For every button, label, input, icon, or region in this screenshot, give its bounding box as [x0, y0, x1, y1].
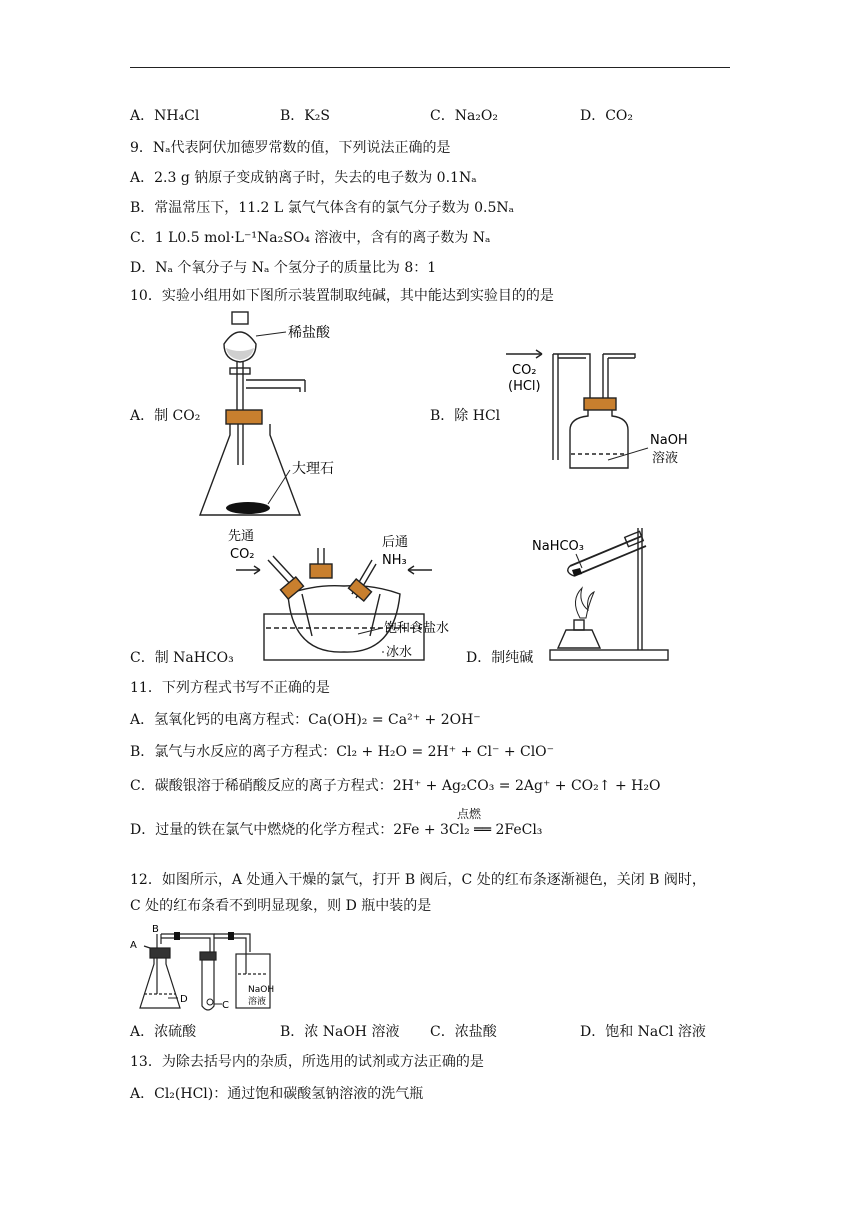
fig-c-first-label: 先通: [228, 529, 255, 544]
q12-option-a: A．浓硫酸: [130, 1024, 197, 1040]
q10-stem: 10．实验小组用如下图所示装置制取纯碱，其中能达到实验目的的是: [130, 288, 554, 304]
q13-option-a: A．Cl₂(HCl)：通过饱和碳酸氢钠溶液的洗气瓶: [130, 1086, 424, 1102]
fig-a-acid-label: 稀盐酸: [288, 325, 330, 341]
q12-option-b: B．浓 NaOH 溶液: [280, 1024, 400, 1040]
q10-option-c: C．制 NaHCO₃: [130, 650, 234, 666]
q12-label-a: A: [130, 940, 137, 951]
fig-d-solid-label: NaHCO₃: [532, 539, 584, 554]
fig-c-first2-label: CO₂: [230, 547, 255, 562]
q8-option-b: B．K₂S: [280, 108, 330, 124]
q8-option-c: C．Na₂O₂: [430, 108, 499, 124]
fig-a-solid-label: 大理石: [292, 461, 334, 477]
fig-c-ice-label: 冰水: [386, 645, 413, 660]
fig-c-later2-label: NH₃: [382, 553, 407, 568]
fig-b-liquid2-label: 溶液: [652, 451, 679, 466]
q9-option-b: B．常温常压下，11.2 L 氯气气体含有的氯气分子数为 0.5Nₐ: [130, 200, 515, 216]
fig-b-gas2-label: (HCl): [508, 379, 541, 394]
header-rule: [130, 67, 730, 68]
q12-label-c: C: [222, 1000, 229, 1011]
q12-label-d: D: [180, 994, 188, 1005]
q11-condition: 点燃: [457, 807, 482, 821]
q10-figure-a: [190, 310, 370, 525]
q13-stem: 13．为除去括号内的杂质，所选用的试剂或方法正确的是: [130, 1054, 484, 1070]
fig-b-liquid-label: NaOH: [650, 433, 688, 448]
fig-c-brine-label: 饱和食盐水: [384, 621, 450, 636]
fig-b-gas-label: CO₂: [512, 363, 537, 378]
q10-figure-c: [222, 524, 462, 664]
q8-option-a: A．NH₄Cl: [130, 108, 200, 124]
q12-option-c: C．浓盐酸: [430, 1024, 497, 1040]
q11-stem: 11．下列方程式书写不正确的是: [130, 680, 330, 696]
q10-figure-b: [500, 340, 710, 480]
q9-option-a: A．2.3 g 钠原子变成钠离子时，失去的电子数为 0.1Nₐ: [130, 170, 477, 186]
q12-label-naoh: NaOH: [248, 985, 275, 995]
fig-c-later-label: 后通: [382, 535, 409, 550]
q11-option-a: A．氢氧化钙的电离方程式：Ca(OH)₂ = Ca²⁺ + 2OH⁻: [130, 712, 481, 728]
q10-option-a: A．制 CO₂: [130, 408, 201, 424]
q12-option-d: D．饱和 NaCl 溶液: [580, 1024, 706, 1040]
q9-option-d: D．Nₐ 个氧分子与 Nₐ 个氢分子的质量比为 8：1: [130, 260, 437, 276]
q8-option-d: D．CO₂: [580, 108, 634, 124]
q12-figure: [130, 924, 290, 1016]
q9-option-c: C．1 L0.5 mol·L⁻¹Na₂SO₄ 溶液中，含有的离子数为 Nₐ: [130, 230, 491, 246]
q9-stem: 9．Nₐ代表阿伏加德罗常数的值，下列说法正确的是: [130, 140, 451, 156]
q11-option-c: C．碳酸银溶于稀硝酸反应的离子方程式：2H⁺ + Ag₂CO₃ = 2Ag⁺ + CO₂↑ + H₂O: [130, 778, 661, 794]
q12-label-b: B: [152, 924, 159, 935]
q12-stem-line1: 12．如图所示，A 处通入干燥的氯气，打开 B 阀后，C 处的红布条逐渐褪色，关闭 B 阀时，: [130, 872, 706, 888]
q10-option-d: D．制纯碱: [466, 650, 534, 666]
q12-label-naoh2: 溶液: [248, 997, 267, 1007]
q11-option-b: B．氯气与水反应的离子方程式：Cl₂ + H₂O = 2H⁺ + Cl⁻ + ClO⁻: [130, 744, 555, 760]
q10-option-b: B．除 HCl: [430, 408, 501, 424]
q10-figure-d: [530, 522, 680, 667]
q12-stem-line2: C 处的红布条看不到明显现象，则 D 瓶中装的是: [130, 898, 432, 914]
q11-option-d: D．过量的铁在氯气中燃烧的化学方程式：2Fe + 3Cl₂ ══ 2FeCl₃: [130, 822, 543, 838]
